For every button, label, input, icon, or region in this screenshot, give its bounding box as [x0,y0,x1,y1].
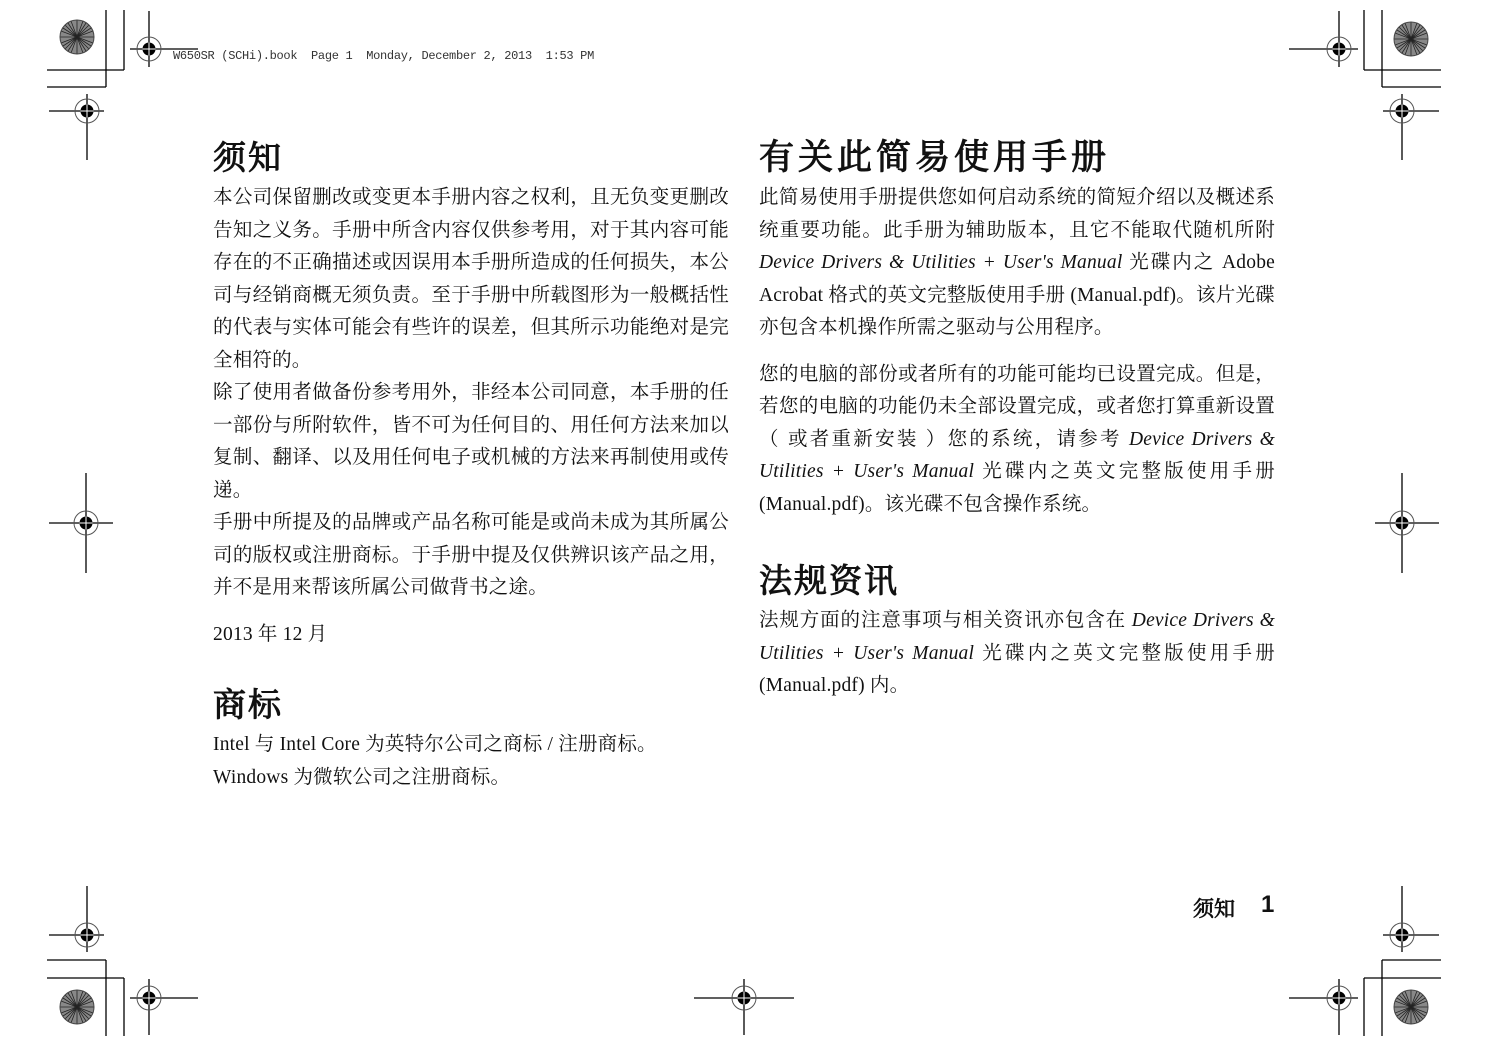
text: 光碟内之英文完整版使用手册 (Manual.pdf)。该光碟不包含操作系统。 [759,461,1275,515]
left-column [213,134,729,794]
spacer [759,521,1275,557]
text: 您的电脑的部份或者所有的功能可能均已设置完成。但是，若您的电脑的功能仍未全部设置完成，或者您打算重新设置（ 或者重新安装 ）您的系统，请参考 [759,363,1275,450]
footer-section-label: 须知 [1193,897,1235,921]
text: 法规方面的注意事项与相关资讯亦包含在 [759,610,1132,631]
spacer [213,651,729,681]
trademarks-section [213,681,729,794]
page-number: 1 [1261,891,1275,918]
about-paragraph [759,182,1275,345]
about-paragraph [759,359,1275,522]
right-column [759,134,1275,703]
trademarks-heading: 商标 [213,685,283,724]
notice-date: 2013 年 12 月 [213,623,328,645]
notice-paragraph: 本公司保留删改或变更本手册内容之权利，且无负变更删改告知之义务。手册中所含内容仅供参考用，对于其内容可能存在的不正确描述或因误用本手册所造成的任何损失，本公司与经销商概无须负责。至于手册中所载图形为一般概括性的代表与实体可能会有些许的误差，但其所示功能绝对是完全相符的。 [213,187,729,371]
spacer [213,605,729,619]
text: 光碟内之 Adobe Acrobat 格式的英文完整版使用手册 (Manual.pdf)。该片光碟亦包含本机操作所需之驱动与公用程序。 [759,252,1275,338]
regulatory-paragraph [759,605,1275,703]
manual-title: Device Drivers & Utilities + User's Manual [759,610,1275,664]
spacer [759,345,1275,359]
text: 此简易使用手册提供您如何启动系统的简短介绍以及概述系统重要功能。此手册为辅助版本，且它不能取代随机所附 [759,187,1275,241]
notice-paragraph: 除了使用者做备份参考用外，非经本公司同意，本手册的任一部份与所附软件，皆不可为任何目的、用任何方法来加以复制、翻译、以及用任何电子或机械的方法来再制使用或传递。 [213,382,729,501]
crop-mark-top-left [47,10,124,87]
manual-title: Device Drivers & Utilities + User's Manual [759,428,1275,482]
about-section [759,134,1275,521]
notice-section [213,134,729,651]
notice-paragraph: 手册中所提及的品牌或产品名称可能是或尚未成为其所属公司的版权或注册商标。于手册中提及仅供辨识该产品之用，并不是用来帮该所属公司做背书之途。 [213,512,729,598]
trademark-line: Windows 为微软公司之注册商标。 [213,766,511,788]
about-heading: 有关此简易使用手册 [759,137,1111,178]
manual-title: Device Drivers & Utilities + User's Manual [759,252,1123,273]
print-slug: W650SR (SCHi).book Page 1 Monday, December 2, 2013 1:53 PM [173,49,594,63]
trademark-line: Intel 与 Intel Core 为英特尔公司之商标 / 注册商标。 [213,734,657,755]
notice-heading: 须知 [213,138,283,177]
regulatory-heading: 法规资讯 [759,561,899,600]
text: 光碟内之英文完整版使用手册 (Manual.pdf) 内。 [759,642,1275,696]
regulatory-section [759,557,1275,703]
